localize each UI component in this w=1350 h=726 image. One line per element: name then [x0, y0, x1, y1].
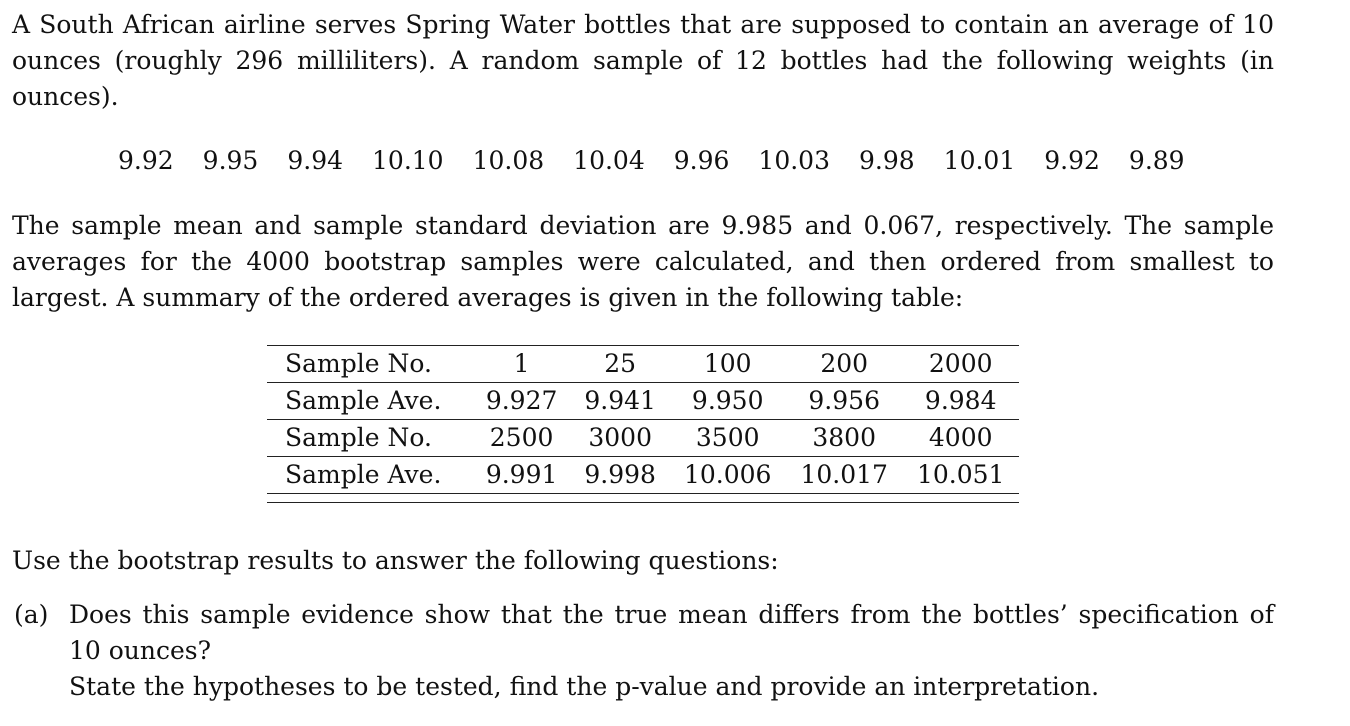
question-instruction: State the hypotheses to be tested, find the p-value and provide an interpretation. — [69, 672, 1100, 701]
weight-value: 10.08 — [472, 146, 545, 175]
weight-value: 9.89 — [1128, 146, 1185, 175]
weight-value: 10.03 — [758, 146, 830, 175]
table-cell: 9.956 — [786, 383, 902, 420]
table-cell: 9.941 — [571, 383, 670, 420]
table-cell: 3800 — [786, 420, 902, 457]
table-cell: 9.984 — [902, 383, 1019, 420]
weight-value: 9.92 — [118, 146, 174, 175]
row-label: Sample Ave. — [267, 383, 472, 420]
weight-value: 9.92 — [1044, 146, 1100, 175]
table-row-sample-no-1 — [267, 346, 1019, 383]
row-label: Sample No. — [267, 346, 472, 383]
table-cell: 3500 — [669, 420, 785, 457]
summary-paragraph: The sample mean and sample standard deviation are 9.985 and 0.067, respectively. The sample averages for the 4000 bootstrap samples were calculated, and then ordered from smallest to largest. A summary of the ordered averages is given in the following table: — [12, 211, 1274, 312]
table-bottom-rule — [267, 502, 1019, 503]
bootstrap-summary-table — [267, 345, 1019, 494]
table-cell: 200 — [786, 346, 902, 383]
table-cell: 9.950 — [669, 383, 785, 420]
table-row-sample-no-2 — [267, 420, 1019, 457]
table-row-sample-ave-2 — [267, 457, 1019, 494]
weight-value: 9.96 — [673, 146, 730, 175]
table-cell: 25 — [571, 346, 670, 383]
question-text: Does this sample evidence show that the true mean differs from the bottles’ specification of 10 ounces? — [69, 600, 1274, 665]
table-group-1 — [267, 346, 1019, 420]
question-marker: (a) — [14, 600, 49, 629]
table-cell: 9.998 — [571, 457, 670, 494]
weight-value: 10.01 — [943, 146, 1016, 175]
question-body — [69, 597, 1274, 705]
table-cell: 4000 — [902, 420, 1019, 457]
weight-value: 10.04 — [573, 146, 645, 175]
table-cell: 10.051 — [902, 457, 1019, 494]
weights-list — [118, 143, 1214, 179]
intro-paragraph: A South African airline serves Spring Water bottles that are supposed to contain an average of 10 ounces (roughly 296 milliliters). A random sample of 12 bottles had the following weights (in ounces). — [12, 10, 1274, 111]
weight-value: 9.95 — [202, 146, 259, 175]
table-cell: 9.991 — [472, 457, 571, 494]
row-label: Sample Ave. — [267, 457, 472, 494]
weight-value: 9.94 — [287, 146, 344, 175]
question-a — [12, 597, 1274, 705]
table-cell: 1 — [472, 346, 571, 383]
weight-value: 9.98 — [859, 146, 915, 175]
table-cell: 100 — [669, 346, 785, 383]
table-cell: 2500 — [472, 420, 571, 457]
row-label: Sample No. — [267, 420, 472, 457]
table-cell: 10.006 — [669, 457, 785, 494]
table-cell: 2000 — [902, 346, 1019, 383]
table-group-2 — [267, 420, 1019, 494]
instruction-paragraph: Use the bootstrap results to answer the following questions: — [12, 546, 779, 575]
table-cell: 9.927 — [472, 383, 571, 420]
table-cell: 3000 — [571, 420, 670, 457]
table-row-sample-ave-1 — [267, 383, 1019, 420]
weight-value: 10.10 — [372, 146, 444, 175]
table-cell: 10.017 — [786, 457, 902, 494]
